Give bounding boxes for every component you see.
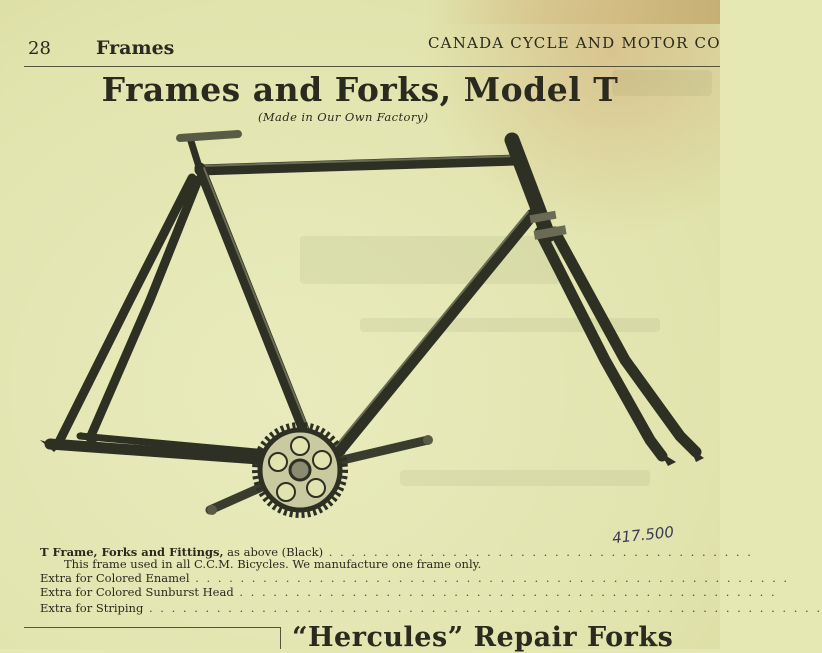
handwritten-price: 417.500 bbox=[611, 522, 675, 548]
item-label: Extra for Colored Sunburst Head bbox=[40, 585, 234, 599]
header-rule bbox=[24, 66, 720, 67]
leader-dots: . . . . . . . . . . . . . . . . . . . . . . . . . . . . . . . . . . . . . . . . . . . . . . . . bbox=[233, 585, 777, 599]
section-rule bbox=[24, 627, 280, 628]
page-title: Frames and Forks, Model T bbox=[101, 70, 619, 109]
list-note: This frame used in all C.C.M. Bicycles. We manufacture one frame only. bbox=[64, 557, 482, 571]
bicycle-frame-illustration bbox=[0, 120, 720, 540]
paper-stain bbox=[440, 0, 720, 24]
column-rule bbox=[280, 627, 281, 649]
page-number: 28 bbox=[28, 38, 51, 59]
item-label: Extra for Striping bbox=[40, 601, 144, 615]
page-subtitle: (Made in Our Own Factory) bbox=[258, 110, 429, 124]
list-item bbox=[40, 585, 777, 599]
leader-dots: . . . . . . . . . . . . . . . . . . . . . . . . . . . . . . . . . . . . . . bbox=[323, 545, 753, 559]
list-item bbox=[40, 571, 790, 585]
item-label: T Frame, Forks and Fittings, bbox=[40, 545, 224, 559]
item-label: Extra for Colored Enamel bbox=[40, 571, 190, 585]
section-title: Frames bbox=[96, 37, 175, 59]
next-section-title: “Hercules” Repair Forks bbox=[292, 622, 674, 653]
leader-dots: . . . . . . . . . . . . . . . . . . . . . . . . . . . . . . . . . . . . . . . . . . . . . . . . . . . . . bbox=[189, 571, 790, 585]
list-item bbox=[40, 601, 822, 615]
item-detail: as above (Black) bbox=[223, 545, 324, 559]
running-head: CANADA CYCLE AND MOTOR CO bbox=[428, 34, 721, 52]
leader-dots: . . . . . . . . . . . . . . . . . . . . . . . . . . . . . . . . . . . . . . . . . . . . . . . . . . . . . . . . . . . . bbox=[143, 601, 822, 615]
